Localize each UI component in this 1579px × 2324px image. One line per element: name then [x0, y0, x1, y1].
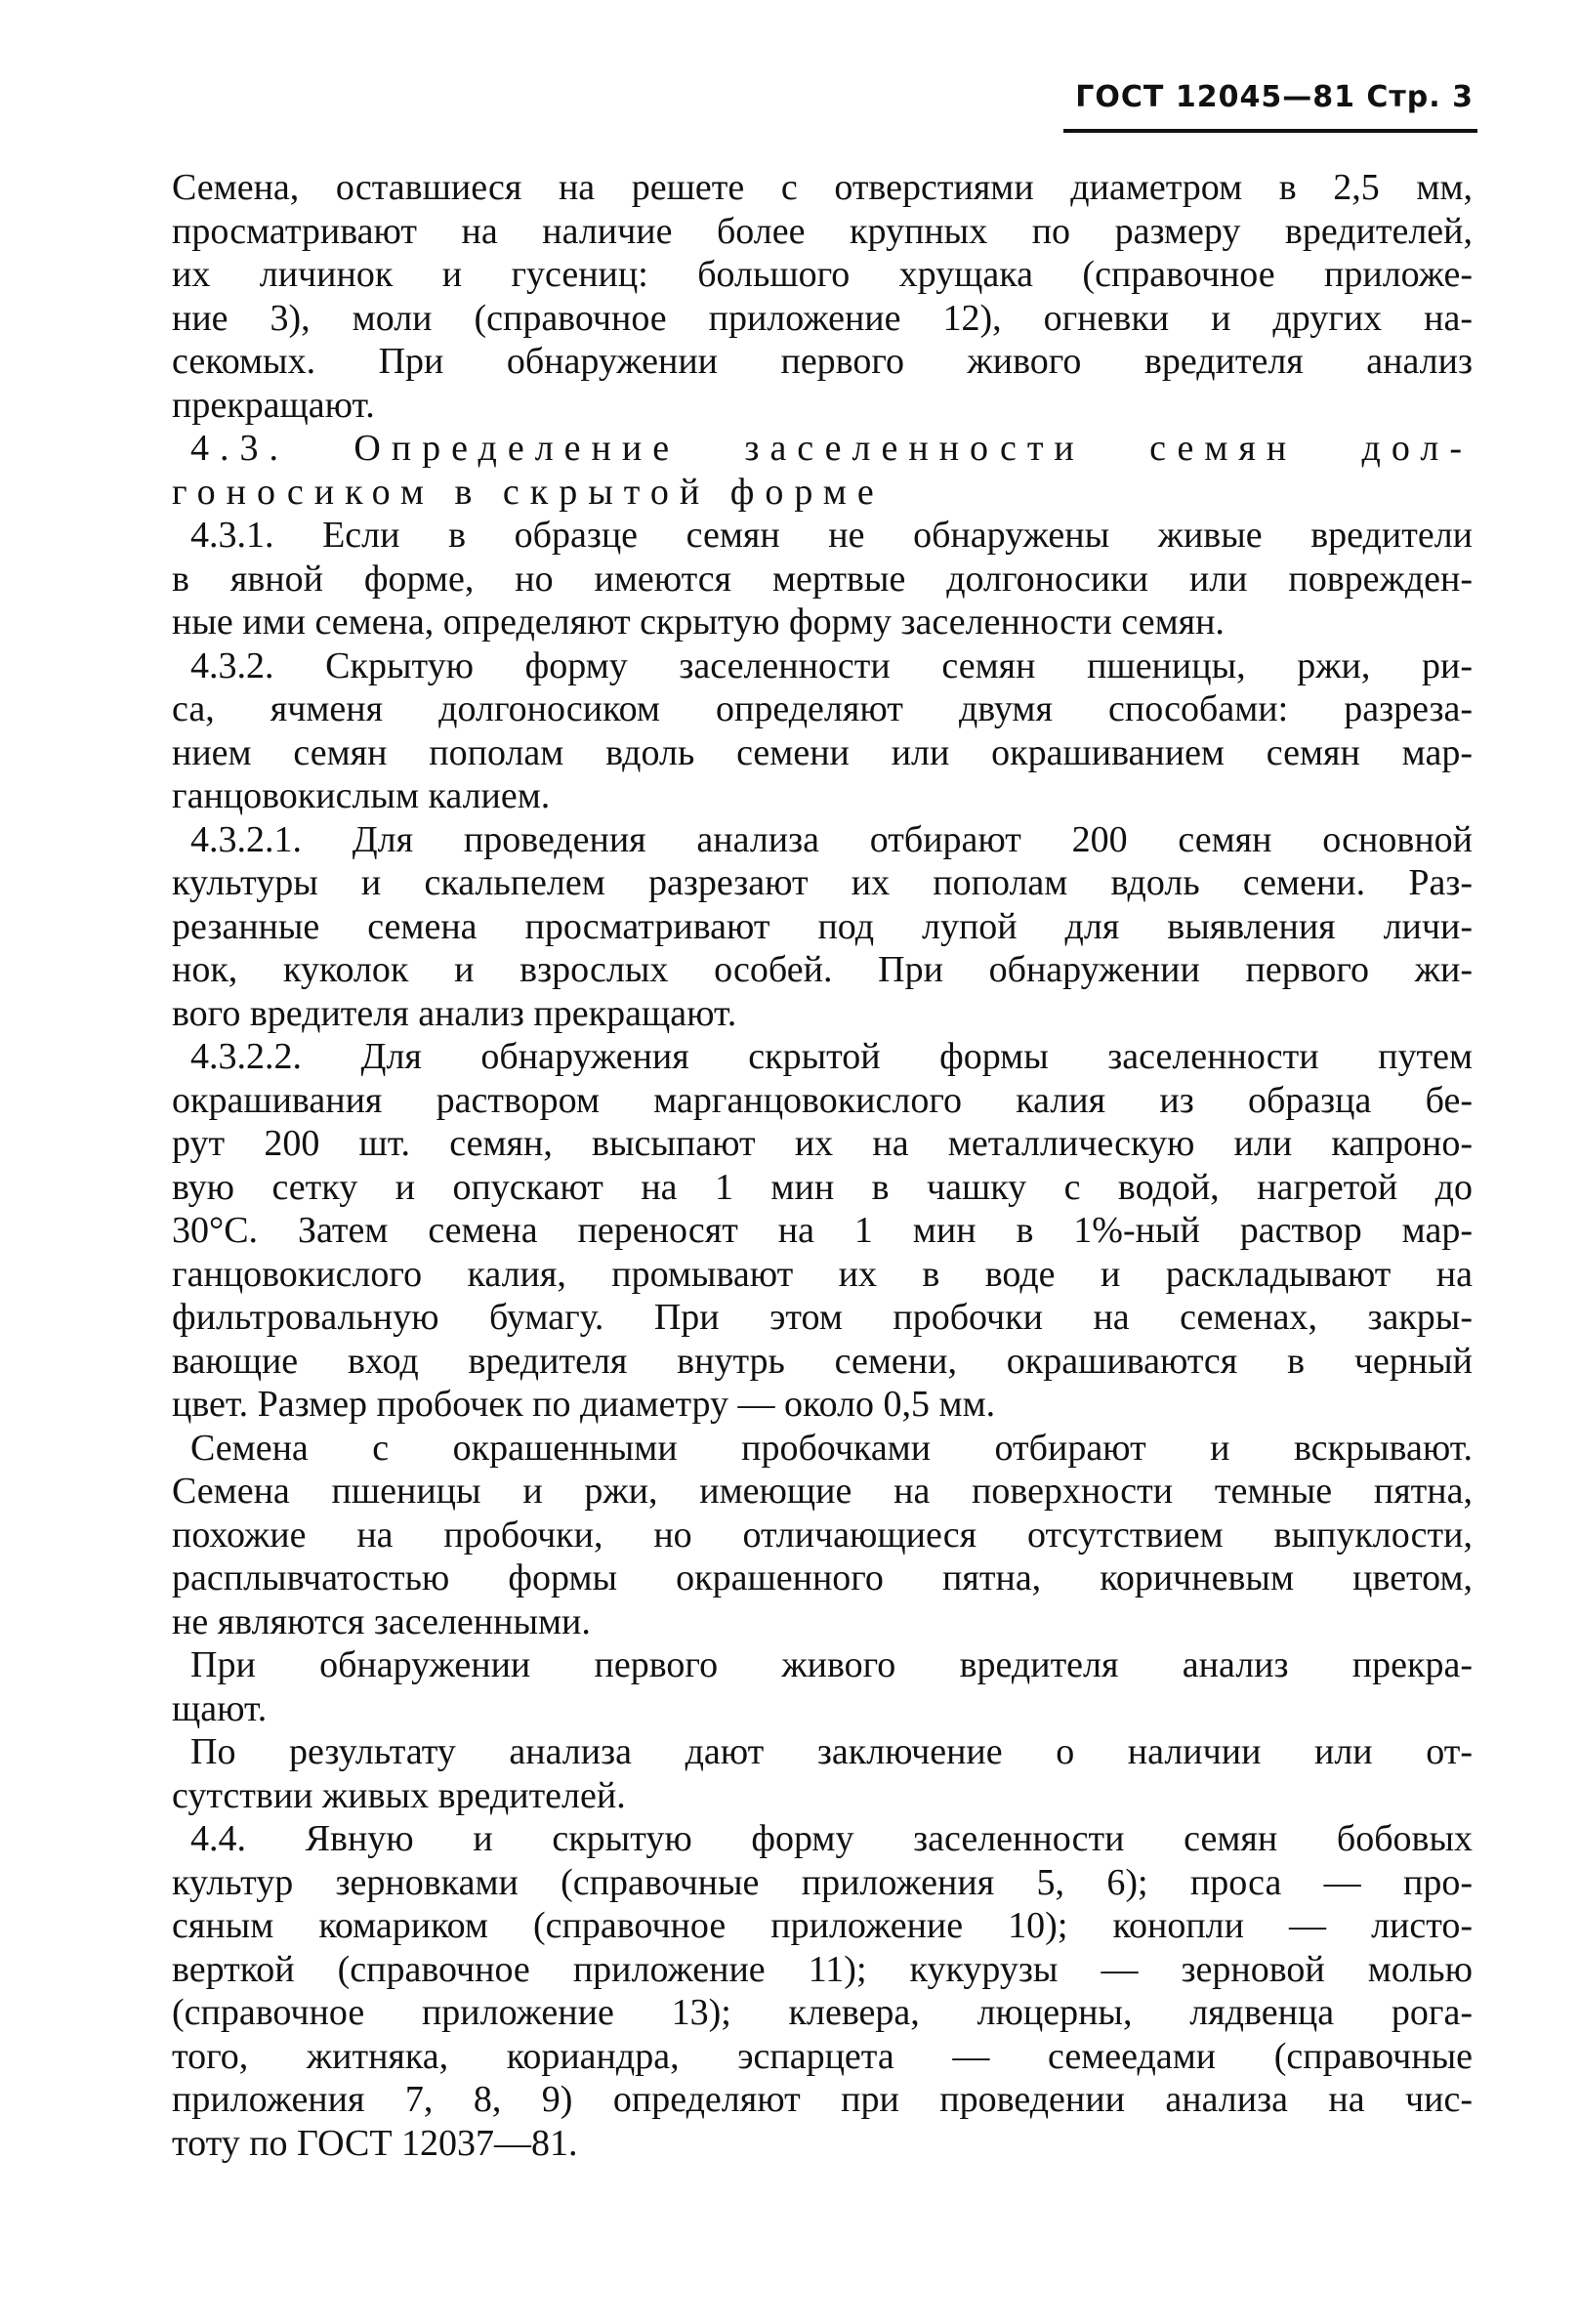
- text-line: (справочное приложение 13); клевера, люцерны, лядвенца рога-: [172, 1992, 1473, 2033]
- text-line: вающие вход вредителя внутрь семени, окрашиваются в черный: [172, 1340, 1473, 1382]
- paragraph: [172, 514, 1473, 644]
- paragraph: [172, 1730, 1473, 1817]
- text-line: 4.3.1. Если в образце семян не обнаружены живые вредители: [190, 515, 1473, 556]
- text-line: 4.4. Явную и скрытую форму заселенности семян бобовых: [190, 1818, 1473, 1859]
- text-line: 4.3.2.1. Для проведения анализа отбирают 200 семян основной: [190, 818, 1473, 860]
- header-rule: [1063, 129, 1477, 133]
- text-line: вую сетку и опускают на 1 мин в чашку с водой, нагретой до: [172, 1166, 1473, 1208]
- text-line: Семена с окрашенными пробочками отбирают и вскрывают.: [190, 1427, 1473, 1469]
- text-line: окрашивания раствором марганцовокислого калия из образца бе-: [172, 1079, 1473, 1121]
- text-line: 4.3. Определение заселенности семян дол-: [190, 428, 1473, 469]
- text-line: культур зерновками (справочные приложения 5, 6); проса — про-: [172, 1861, 1473, 1903]
- text-line: культуры и скальпелем разрезают их пополам вдоль семени. Раз-: [172, 862, 1473, 903]
- text-line: ные ими семена, определяют скрытую форму заселенности семян.: [172, 602, 1225, 643]
- text-line: похожие на пробочки, но отличающиеся отсутствием выпуклости,: [172, 1514, 1473, 1556]
- text-line: просматривают на наличие более крупных по размеру вредителей,: [172, 210, 1473, 252]
- text-line: нок, куколок и взрослых особей. При обнаружении первого жи-: [172, 949, 1473, 990]
- document-body: [172, 166, 1473, 2165]
- text-line: вого вредителя анализ прекращают.: [172, 992, 737, 1034]
- text-line: 4.3.2. Скрытую форму заселенности семян пшеницы, ржи, ри-: [190, 644, 1473, 686]
- text-line: 30°С. Затем семена переносят на 1 мин в 1%-ный раствор мар-: [172, 1210, 1473, 1251]
- text-line: ние 3), моли (справочное приложение 12), огневки и других на-: [172, 297, 1473, 339]
- paragraph: [172, 1427, 1473, 1644]
- text-line: резанные семена просматривают под лупой для выявления личи-: [172, 905, 1473, 947]
- text-line: сутствии живых вредителей.: [172, 1774, 626, 1816]
- text-line: не являются заселенными.: [172, 1600, 591, 1642]
- text-line: расплывчатостью формы окрашенного пятна, коричневым цветом,: [172, 1557, 1473, 1598]
- paragraph: [172, 1643, 1473, 1730]
- text-line: По результату анализа дают заключение о наличии или от-: [190, 1731, 1473, 1772]
- text-line: приложения 7, 8, 9) определяют при проведении анализа на чис-: [172, 2079, 1473, 2120]
- paragraph: [172, 1035, 1473, 1427]
- text-line: рут 200 шт. семян, высыпают их на металлическую или капроно-: [172, 1123, 1473, 1164]
- paragraph: [172, 818, 1473, 1036]
- text-line: гоносиком в скрытой форме: [172, 471, 885, 513]
- paragraph: [172, 644, 1473, 818]
- text-line: прекращают.: [172, 384, 375, 426]
- text-line: щают.: [172, 1687, 268, 1729]
- text-line: Семена, оставшиеся на решете с отверстиями диаметром в 2,5 мм,: [172, 167, 1473, 208]
- page-header: ГОСТ 12045—81 Стр. 3: [1075, 80, 1474, 114]
- text-line: ганцовокислого калия, промывают их в воде и раскладывают на: [172, 1253, 1473, 1295]
- text-line: ганцовокислым калием.: [172, 775, 551, 816]
- text-line: фильтровальную бумагу. При этом пробочки на семенах, закры-: [172, 1297, 1473, 1338]
- text-line: верткой (справочное приложение 11); кукурузы — зерновой молью: [172, 1948, 1473, 1990]
- text-line: сяным комариком (справочное приложение 10); конопли — листо-: [172, 1905, 1473, 1946]
- text-line: Семена пшеницы и ржи, имеющие на поверхности темные пятна,: [172, 1471, 1473, 1512]
- text-line: са, ячменя долгоносиком определяют двумя способами: разреза-: [172, 688, 1473, 729]
- text-line: При обнаружении первого живого вредителя анализ прекра-: [190, 1644, 1473, 1685]
- text-line: тоту по ГОСТ 12037—81.: [172, 2122, 578, 2164]
- text-line: цвет. Размер пробочек по диаметру — около 0,5 мм.: [172, 1384, 996, 1425]
- text-line: того, житняка, кориандра, эспарцета — семеедами (справочные: [172, 2035, 1473, 2077]
- paragraph: [172, 1817, 1473, 2165]
- text-line: 4.3.2.2. Для обнаружения скрытой формы заселенности путем: [190, 1036, 1473, 1077]
- text-line: нием семян пополам вдоль семени или окрашиванием семян мар-: [172, 731, 1473, 773]
- text-line: их личинок и гусениц: большого хрущака (справочное приложе-: [172, 254, 1473, 295]
- text-line: в явной форме, но имеются мертвые долгоносики или поврежден-: [172, 558, 1473, 600]
- section-heading: [172, 427, 1473, 514]
- paragraph: [172, 166, 1473, 427]
- text-line: секомых. При обнаружении первого живого вредителя анализ: [172, 341, 1473, 382]
